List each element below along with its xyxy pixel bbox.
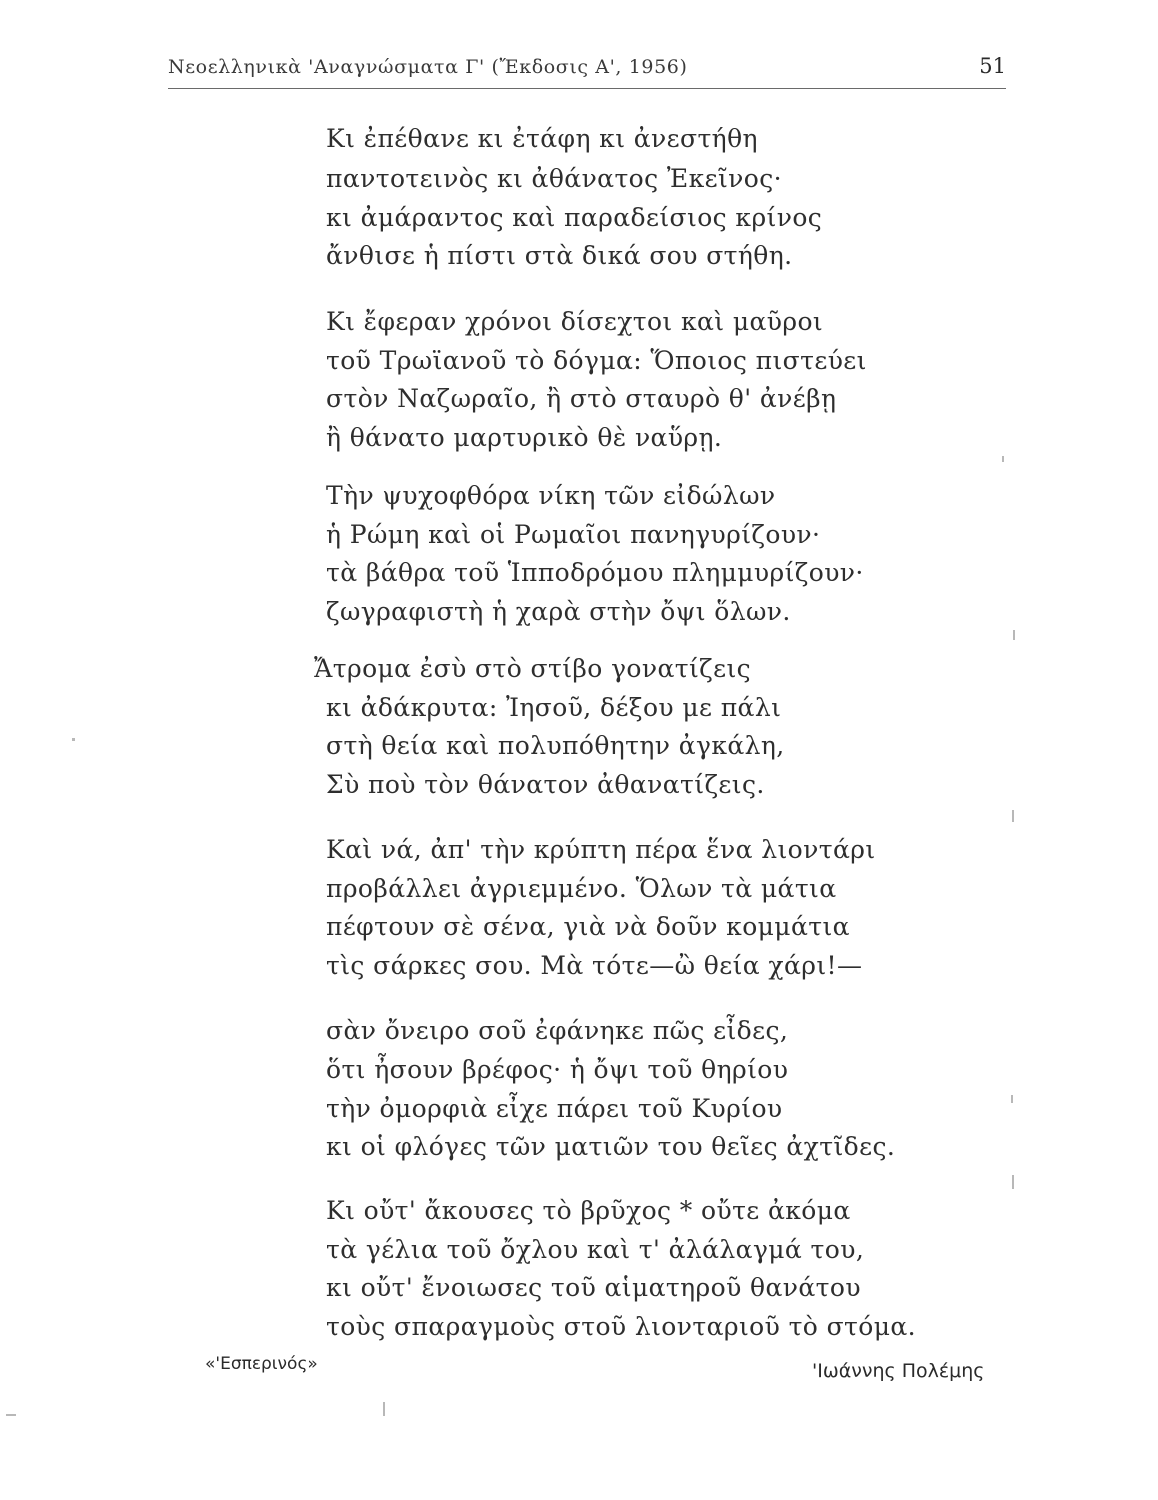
poem-line: κι ἀμάραντος καὶ παραδείσιος κρίνος [326, 203, 823, 232]
poem-line: τὰ γέλια τοῦ ὄχλου καὶ τ' ἀλάλαγμά του, [326, 1235, 865, 1264]
poem-line: τὴν ὀμορφιὰ εἶχε πάρει τοῦ Κυρίου [326, 1094, 783, 1123]
scan-speck [1013, 630, 1015, 640]
poem-line: Σὺ ποὺ τὸν θάνατον ἀθανατίζεις. [326, 770, 765, 799]
poem-line: Κι οὔτ' ἄκουσες τὸ βρῦχος * οὔτε ἀκόμα [326, 1196, 851, 1225]
author-name: 'Ιωάννης Πολέμης [812, 1360, 985, 1382]
poem-line: Κι ἐπέθανε κι ἐτάφη κι ἀνεστήθη [326, 124, 758, 153]
poem-line: στὴ θεία καὶ πολυπόθητην ἀγκάλη, [326, 731, 785, 760]
poem-line: ζωγραφιστὴ ἡ χαρὰ στὴν ὄψι ὅλων. [326, 597, 791, 626]
poem-line: Καὶ νά, ἀπ' τὴν κρύπτη πέρα ἕνα λιοντάρι [326, 835, 876, 864]
poem-line: παντοτεινὸς κι ἀθάνατος Ἐκεῖνος· [326, 164, 782, 193]
source-citation: «'Εσπερινός» [205, 1354, 318, 1374]
poem-line: πέφτουν σὲ σένα, γιὰ νὰ δοῦν κομμάτια [326, 912, 850, 941]
page-header [168, 54, 1006, 89]
poem-line: τοὺς σπαραγμοὺς στοῦ λιονταριοῦ τὸ στόμα. [326, 1312, 917, 1341]
scan-speck [72, 738, 75, 741]
scan-speck [383, 1402, 385, 1416]
poem-line: ἄνθισε ἡ πίστι στὰ δικά σου στήθη. [326, 241, 793, 270]
poem-line: Τὴν ψυχοφθόρα νίκη τῶν εἰδώλων [326, 481, 776, 510]
poem-line: κι οἱ φλόγες τῶν ματιῶν του θεῖες ἀχτῖδες. [326, 1132, 896, 1161]
poem-line: τὶς σάρκες σου. Μὰ τότε—ὢ θεία χάρι!— [326, 951, 863, 980]
poem-line: Κι ἔφεραν χρόνοι δίσεχτοι καὶ μαῦροι [326, 307, 824, 336]
header-title: Νεοελληνικὰ 'Αναγνώσματα Γ' (Ἔκδοσις Α', 1956) [168, 56, 688, 78]
poem-line: προβάλλει ἀγριεμμένο. Ὅλων τὰ μάτια [326, 874, 837, 903]
poem-line: στὸν Ναζωραῖο, ἢ στὸ σταυρὸ θ' ἀνέβῃ [326, 384, 837, 413]
scan-speck [1011, 1095, 1013, 1103]
scan-speck [1012, 810, 1014, 822]
poem-line: ἡ Ρώμη καὶ οἱ Ρωμαῖοι πανηγυρίζουν· [326, 520, 821, 549]
scan-speck [6, 1414, 16, 1416]
scan-speck [1002, 456, 1004, 462]
page-number: 51 [979, 54, 1006, 78]
poem-line: σὰν ὄνειρο σοῦ ἐφάνηκε πῶς εἶδες, [326, 1016, 789, 1045]
poem-line: τὰ βάθρα τοῦ Ἱπποδρόμου πλημμυρίζουν· [326, 558, 864, 587]
poem-line: κι ἀδάκρυτα: Ἰησοῦ, δέξου με πάλι [326, 693, 782, 722]
scan-speck [1012, 1175, 1014, 1189]
poem-line: κι οὔτ' ἔνοιωσες τοῦ αἱματηροῦ θανάτου [326, 1273, 861, 1302]
poem-line: ὅτι ἦσουν βρέφος· ἡ ὄψι τοῦ θηρίου [326, 1055, 789, 1084]
poem-line: τοῦ Τρωϊανοῦ τὸ δόγμα: Ὅποιος πιστεύει [326, 346, 867, 375]
poem-line: ἢ θάνατο μαρτυρικὸ θὲ ναὕρῃ. [326, 423, 723, 452]
poem-line: Ἄτρομα ἐσὺ στὸ στίβο γονατίζεις [314, 654, 752, 683]
